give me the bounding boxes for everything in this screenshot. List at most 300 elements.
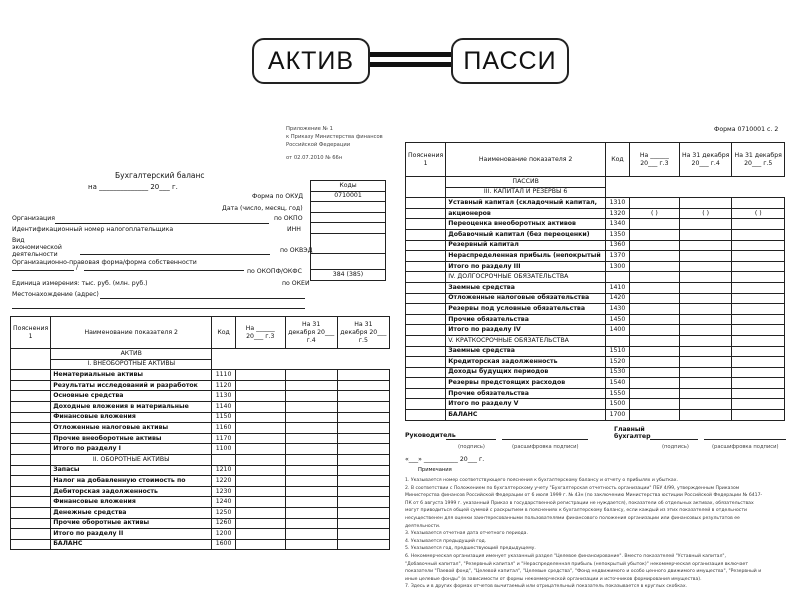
codes-table <box>310 180 386 281</box>
row-note-cell[interactable] <box>406 261 446 272</box>
notes-title: Примечания <box>418 467 452 473</box>
row-value-cell[interactable] <box>679 219 732 230</box>
table-row <box>11 529 390 540</box>
row-value-cell[interactable] <box>337 465 389 476</box>
row-value-cell[interactable] <box>285 412 337 423</box>
note-line: 6. Некоммерческая организация именует указанный раздел "Целевое финансирование". Вместо показателей "Уставный капитал", <box>405 553 726 559</box>
row-code: 1160 <box>212 423 236 434</box>
note-line: 7. Здесь и в других формах отчетов вычитаемый или отрицательный показатель показывается в круглых скобках. <box>405 584 688 590</box>
row-value-cell[interactable] <box>235 486 285 497</box>
row-note-cell[interactable] <box>11 476 51 487</box>
row-value-cell[interactable] <box>629 229 679 240</box>
table-row <box>11 444 390 455</box>
row-value-cell[interactable] <box>235 465 285 476</box>
row-note-cell[interactable] <box>406 388 446 399</box>
row-value-cell[interactable] <box>629 357 679 368</box>
asset-head-col3: На 31 декабря 20___ г.5 <box>337 317 389 349</box>
row-code: 1350 <box>606 229 630 240</box>
table-row <box>406 304 785 315</box>
row-note-cell[interactable] <box>11 486 51 497</box>
row-note-cell[interactable] <box>11 401 51 412</box>
row-value-cell[interactable] <box>235 391 285 402</box>
asset-head-col2: На 31 декабря 20___ г.4 <box>285 317 337 349</box>
order-line-1: Приложение № 1 <box>286 126 333 132</box>
row-name: Итого по разделу III <box>446 261 606 272</box>
section-2-rows <box>11 465 390 550</box>
table-row <box>406 293 785 304</box>
row-name: Итого по разделу V <box>446 399 606 410</box>
row-code: 1230 <box>212 486 236 497</box>
row-note-cell[interactable] <box>11 391 51 402</box>
row-note-cell[interactable] <box>11 433 51 444</box>
row-note-cell[interactable] <box>11 465 51 476</box>
row-note-cell[interactable] <box>11 529 51 540</box>
row-value-cell[interactable] <box>337 518 389 529</box>
row-note-cell[interactable] <box>406 346 446 357</box>
section-4-rows <box>406 282 785 335</box>
section-1-rows <box>11 370 390 455</box>
row-note-cell[interactable] <box>406 378 446 389</box>
liab-head-col1: На ______ 20___ г.3 <box>629 143 679 177</box>
row-name: Запасы <box>51 465 212 476</box>
row-value-cell[interactable] <box>337 529 389 540</box>
inn-org-label: Идентификационный номер налогоплательщика <box>12 226 174 233</box>
row-name: Прочие внеоборотные активы <box>51 433 212 444</box>
row-value-cell[interactable] <box>337 486 389 497</box>
row-value-cell[interactable] <box>679 367 732 378</box>
row-code: 1700 <box>606 410 630 421</box>
row-value-cell[interactable] <box>235 370 285 381</box>
row-value-cell[interactable] <box>732 399 785 410</box>
row-code: 1260 <box>212 518 236 529</box>
row-name: Денежные средства <box>51 507 212 518</box>
row-code: 1150 <box>212 412 236 423</box>
activity-underline <box>80 254 270 255</box>
row-note-cell[interactable] <box>406 198 446 209</box>
row-code: 1530 <box>606 367 630 378</box>
row-value-cell[interactable]: ( ) <box>629 208 679 219</box>
row-code: 1520 <box>606 357 630 368</box>
row-value-cell[interactable] <box>629 378 679 389</box>
table-row <box>406 261 785 272</box>
row-value-cell[interactable] <box>629 410 679 421</box>
row-value-cell[interactable] <box>629 261 679 272</box>
table-row <box>11 539 390 550</box>
row-value-cell[interactable] <box>679 293 732 304</box>
row-note-cell[interactable] <box>11 497 51 508</box>
row-name: БАЛАНС <box>446 410 606 421</box>
row-value-cell[interactable] <box>679 346 732 357</box>
note-line: 5. Указывается год, предшествующий предыдущему. <box>405 546 536 552</box>
row-value-cell[interactable] <box>732 198 785 209</box>
date-label: Дата (число, месяц, год) <box>222 205 303 212</box>
row-value-cell[interactable] <box>285 444 337 455</box>
row-value-cell[interactable] <box>732 388 785 399</box>
table-row <box>11 518 390 529</box>
row-value-cell[interactable] <box>337 380 389 391</box>
row-value-cell[interactable] <box>285 465 337 476</box>
row-note-cell[interactable] <box>406 304 446 315</box>
row-value-cell[interactable] <box>285 423 337 434</box>
row-value-cell[interactable] <box>679 198 732 209</box>
section-4-title: IV. ДОЛГОСРОЧНЫЕ ОБЯЗАТЕЛЬСТВА <box>446 272 606 283</box>
row-name: Отложенные налоговые активы <box>51 423 212 434</box>
row-name: Финансовые вложения <box>51 412 212 423</box>
row-name: Прочие оборотные активы <box>51 518 212 529</box>
row-value-cell[interactable] <box>629 346 679 357</box>
row-note-cell[interactable] <box>11 423 51 434</box>
row-code: 1140 <box>212 401 236 412</box>
note-line: показатели "Паевой фонд", "Целевой капитал", "Целевые средства", "Фонд недвижимого и особо ценного движимого имущества", "Резервный и <box>405 569 762 575</box>
row-code: 1500 <box>606 399 630 410</box>
okved-code-cell[interactable] <box>311 233 386 253</box>
row-value-cell[interactable] <box>337 444 389 455</box>
inn-label: ИНН <box>287 226 301 233</box>
row-note-cell[interactable] <box>406 410 446 421</box>
table-row <box>406 208 785 219</box>
accountant-decode-line[interactable] <box>704 439 786 440</box>
row-value-cell[interactable] <box>235 380 285 391</box>
row-name: Резервный капитал <box>446 240 606 251</box>
row-value-cell[interactable] <box>679 378 732 389</box>
row-name: Итого по разделу IV <box>446 325 606 336</box>
table-row <box>11 401 390 412</box>
row-value-cell[interactable] <box>732 410 785 421</box>
row-value-cell[interactable] <box>285 497 337 508</box>
table-row <box>406 410 785 421</box>
row-value-cell[interactable] <box>337 476 389 487</box>
table-row <box>11 476 390 487</box>
inn-code-cell[interactable] <box>311 223 386 234</box>
row-value-cell[interactable] <box>235 507 285 518</box>
date-code-cell[interactable] <box>311 202 386 213</box>
row-value-cell[interactable] <box>629 293 679 304</box>
row-value-cell[interactable] <box>732 240 785 251</box>
accountant-decode-caption: (расшифровка подписи) <box>712 444 779 450</box>
row-note-cell[interactable] <box>406 367 446 378</box>
row-note-cell[interactable] <box>406 208 446 219</box>
table-row <box>11 423 390 434</box>
row-value-cell[interactable] <box>235 529 285 540</box>
row-code: 1170 <box>212 433 236 444</box>
asset-section-title: АКТИВ <box>51 349 212 360</box>
row-value-cell[interactable] <box>337 497 389 508</box>
row-value-cell[interactable] <box>235 444 285 455</box>
row-value-cell[interactable] <box>629 304 679 315</box>
row-code: 1430 <box>606 304 630 315</box>
row-value-cell[interactable] <box>629 198 679 209</box>
row-value-cell[interactable] <box>629 388 679 399</box>
row-value-cell[interactable] <box>285 391 337 402</box>
okopf-label: по ОКОПФ/ОКФС <box>247 268 302 275</box>
table-row <box>406 357 785 368</box>
row-value-cell[interactable] <box>732 251 785 262</box>
table-row <box>406 229 785 240</box>
section-3-rows <box>406 198 785 272</box>
row-name: Итого по разделу II <box>51 529 212 540</box>
row-value-cell[interactable] <box>629 325 679 336</box>
row-value-cell[interactable] <box>337 370 389 381</box>
asset-head-code: Код <box>212 317 236 349</box>
section-3-title: III. КАПИТАЛ И РЕЗЕРВЫ 6 <box>446 187 606 198</box>
row-name: Отложенные налоговые обязательства <box>446 293 606 304</box>
row-note-cell[interactable] <box>11 370 51 381</box>
address-underline-1 <box>100 298 305 299</box>
row-value-cell[interactable] <box>679 325 732 336</box>
row-value-cell[interactable] <box>629 399 679 410</box>
row-value-cell[interactable] <box>679 388 732 399</box>
row-note-cell[interactable] <box>11 444 51 455</box>
row-value-cell[interactable] <box>679 229 732 240</box>
note-line: иные целевые фонды" (в зависимости от формы некоммерческой организации и источников формирования имущества). <box>405 576 702 582</box>
row-note-cell[interactable] <box>406 219 446 230</box>
row-code: 1120 <box>212 380 236 391</box>
row-code: 1510 <box>606 346 630 357</box>
row-note-cell[interactable] <box>11 518 51 529</box>
okei-label: по ОКЕИ <box>282 280 310 287</box>
row-value-cell[interactable] <box>629 282 679 293</box>
row-code: 1600 <box>212 539 236 550</box>
row-value-cell[interactable] <box>679 314 732 325</box>
note-line: деятельности. <box>405 523 441 529</box>
row-name: Налог на добавленную стоимость по <box>51 476 212 487</box>
row-value-cell[interactable] <box>285 433 337 444</box>
row-value-cell[interactable] <box>629 240 679 251</box>
row-value-cell[interactable] <box>235 476 285 487</box>
row-code: 1220 <box>212 476 236 487</box>
row-code: 1420 <box>606 293 630 304</box>
aktiv-banner <box>252 38 370 84</box>
aktiv-label: АКТИВ <box>267 46 355 75</box>
legal-form-label: Организационно-правовая форма/форма собственности <box>12 259 197 266</box>
row-code: 1300 <box>606 261 630 272</box>
row-value-cell[interactable] <box>337 507 389 518</box>
row-value-cell[interactable]: ( ) <box>679 208 732 219</box>
row-value-cell[interactable] <box>285 370 337 381</box>
row-note-cell[interactable] <box>406 282 446 293</box>
note-line: ПК от 6 августа 1999 г. указанный Приказ в государственной регистрации не нуждается), показатели об отдельных активах, обязательствах <box>405 500 754 506</box>
row-value-cell[interactable]: ( ) <box>732 208 785 219</box>
row-value-cell[interactable] <box>337 423 389 434</box>
note-line: могут приводиться общей суммой с раскрытием в пояснениях к бухгалтерскому балансу, если каждый из этих показателей в отдельности <box>405 508 747 514</box>
row-code: 1370 <box>606 251 630 262</box>
row-note-cell[interactable] <box>11 380 51 391</box>
head-sign-line[interactable] <box>446 439 496 440</box>
row-value-cell[interactable] <box>679 261 732 272</box>
row-name: Резервы предстоящих расходов <box>446 378 606 389</box>
row-code: 1100 <box>212 444 236 455</box>
table-row <box>406 378 785 389</box>
row-value-cell[interactable] <box>629 367 679 378</box>
row-value-cell[interactable] <box>629 251 679 262</box>
row-value-cell[interactable] <box>285 476 337 487</box>
row-value-cell[interactable] <box>732 346 785 357</box>
row-note-cell[interactable] <box>406 293 446 304</box>
table-row <box>406 346 785 357</box>
row-code: 1400 <box>606 325 630 336</box>
row-note-cell[interactable] <box>406 325 446 336</box>
note-line: Министерства финансов Российской Федерации от 6 июля 1999 г. № 43н (по заключению Министерства юстиции Российской Федерации № 6417- <box>405 493 763 499</box>
row-value-cell[interactable] <box>235 518 285 529</box>
row-name: Финансовые вложения <box>51 497 212 508</box>
okud-value: 0710001 <box>311 191 386 202</box>
row-value-cell[interactable] <box>732 357 785 368</box>
head-decode-line[interactable] <box>502 439 588 440</box>
row-note-cell[interactable] <box>11 412 51 423</box>
row-value-cell[interactable] <box>235 539 285 550</box>
section-5-rows <box>406 346 785 420</box>
row-value-cell[interactable] <box>732 282 785 293</box>
unit-label: Единица измерения: тыс. руб. (млн. руб.) <box>12 280 148 287</box>
asset-head-col1: На ______ 20___ г.3 <box>235 317 285 349</box>
row-name: Уставный капитал (складочный капитал, <box>446 198 606 209</box>
table-row <box>406 240 785 251</box>
table-row <box>406 325 785 336</box>
row-note-cell[interactable] <box>406 251 446 262</box>
row-note-cell[interactable] <box>406 229 446 240</box>
okpo-code-cell[interactable] <box>311 212 386 223</box>
row-code: 1210 <box>212 465 236 476</box>
okpo-label: по ОКПО <box>274 215 303 222</box>
row-value-cell[interactable] <box>732 293 785 304</box>
row-name: Дебиторская задолженность <box>51 486 212 497</box>
row-code: 1240 <box>212 497 236 508</box>
passiv-banner <box>451 38 569 84</box>
row-value-cell[interactable] <box>732 378 785 389</box>
row-value-cell[interactable] <box>732 314 785 325</box>
org-label: Организация <box>12 215 55 222</box>
equals-bar-bottom <box>370 62 456 67</box>
liab-section-title: ПАССИВ <box>446 177 606 188</box>
table-row <box>406 399 785 410</box>
row-name: Нематериальные активы <box>51 370 212 381</box>
row-value-cell[interactable] <box>732 229 785 240</box>
row-value-cell[interactable] <box>679 399 732 410</box>
table-row <box>11 497 390 508</box>
note-line: несущественен для оценки заинтересованными пользователями финансового положения организации или финансовых результатов ее <box>405 515 740 521</box>
okei-code-cell: 384 (385) <box>311 269 386 280</box>
row-value-cell[interactable] <box>337 539 389 550</box>
row-value-cell[interactable] <box>679 251 732 262</box>
row-value-cell[interactable] <box>732 304 785 315</box>
order-line-4: от 02.07.2010 № 66н <box>286 155 343 161</box>
row-value-cell[interactable] <box>679 240 732 251</box>
row-value-cell[interactable] <box>732 367 785 378</box>
table-row <box>11 412 390 423</box>
row-value-cell[interactable] <box>337 433 389 444</box>
row-note-cell[interactable] <box>406 240 446 251</box>
row-name: Доходы будущих периодов <box>446 367 606 378</box>
row-value-cell[interactable] <box>285 401 337 412</box>
liab-head-note: Пояснения 1 <box>406 143 446 177</box>
accountant-label: Главный бухгалтер <box>614 426 651 440</box>
row-code: 1340 <box>606 219 630 230</box>
liab-head-col2: На 31 декабря 20___ г.4 <box>679 143 732 177</box>
row-value-cell[interactable] <box>679 357 732 368</box>
row-value-cell[interactable] <box>679 304 732 315</box>
liab-head-col3: На 31 декабря 20___ г.5 <box>732 143 785 177</box>
row-value-cell[interactable] <box>235 433 285 444</box>
row-name: Результаты исследований и разработок <box>51 380 212 391</box>
section-2-title: II. ОБОРОТНЫЕ АКТИВЫ <box>51 454 212 465</box>
liab-head-code: Код <box>606 143 630 177</box>
row-value-cell[interactable] <box>285 518 337 529</box>
balance-date-line: на ______________ 20___ г. <box>88 183 178 191</box>
row-code: 1450 <box>606 314 630 325</box>
order-line-3: Российской Федерации <box>286 142 351 148</box>
row-value-cell[interactable] <box>285 507 337 518</box>
row-value-cell[interactable] <box>732 219 785 230</box>
row-code: 1360 <box>606 240 630 251</box>
table-row <box>11 391 390 402</box>
note-line: 4. Указывается предыдущий год. <box>405 538 487 544</box>
row-note-cell[interactable] <box>11 507 51 518</box>
balance-title: Бухгалтерский баланс <box>115 171 205 180</box>
row-name: Основные средства <box>51 391 212 402</box>
row-code: 1540 <box>606 378 630 389</box>
row-value-cell[interactable] <box>337 412 389 423</box>
row-value-cell[interactable] <box>732 325 785 336</box>
row-value-cell[interactable] <box>337 401 389 412</box>
equals-bar-top <box>370 52 456 57</box>
row-value-cell[interactable] <box>679 410 732 421</box>
row-note-cell[interactable] <box>406 314 446 325</box>
okved-label: по ОКВЭД <box>280 247 313 254</box>
row-value-cell[interactable] <box>235 423 285 434</box>
row-value-cell[interactable] <box>629 219 679 230</box>
section-1-title: I. ВНЕОБОРОТНЫЕ АКТИВЫ <box>51 359 212 370</box>
row-value-cell[interactable] <box>732 261 785 272</box>
note-line: 1. Указывается номер соответствующего пояснения к бухгалтерскому балансу и отчету о прибылях и убытках. <box>405 478 678 483</box>
table-row <box>406 282 785 293</box>
row-code: 1250 <box>212 507 236 518</box>
row-value-cell[interactable] <box>235 401 285 412</box>
row-note-cell[interactable] <box>406 399 446 410</box>
row-code: 1200 <box>212 529 236 540</box>
activity-label: Вид экономической деятельности <box>12 237 62 258</box>
row-value-cell[interactable] <box>629 314 679 325</box>
table-row <box>11 370 390 381</box>
note-line: 3. Указывается отчетная дата отчетного периода. <box>405 531 528 537</box>
row-note-cell[interactable] <box>11 539 51 550</box>
head-decode-caption: (расшифровка подписи) <box>512 444 579 450</box>
table-row <box>406 251 785 262</box>
row-value-cell[interactable] <box>285 380 337 391</box>
row-note-cell[interactable] <box>406 357 446 368</box>
okopf-code-cell[interactable] <box>311 253 386 269</box>
row-value-cell[interactable] <box>285 486 337 497</box>
asset-head-note: Пояснения 1 <box>11 317 51 349</box>
row-name: Итого по разделу I <box>51 444 212 455</box>
liab-head-name: Наименование показателя 2 <box>446 143 606 177</box>
row-value-cell[interactable] <box>285 529 337 540</box>
accountant-sign-line[interactable] <box>650 439 698 440</box>
org-underline <box>55 223 269 224</box>
form-page-label: Форма 0710001 с. 2 <box>714 126 779 133</box>
row-value-cell[interactable] <box>337 391 389 402</box>
accountant-sign-caption: (подпись) <box>662 444 689 450</box>
row-value-cell[interactable] <box>235 412 285 423</box>
note-line: "Добавочный капитал", "Резервный капитал" и "Нераспределенная прибыль (непокрытый убыток)" некоммерческая организация включает <box>405 561 749 567</box>
address-label: Местонахождение (адрес) <box>12 291 99 298</box>
row-value-cell[interactable] <box>285 539 337 550</box>
notes-block <box>405 477 787 595</box>
section-5-title: V. КРАТКОСРОЧНЫЕ ОБЯЗАТЕЛЬСТВА <box>446 335 606 346</box>
liability-table <box>405 142 785 421</box>
row-value-cell[interactable] <box>679 282 732 293</box>
table-row <box>406 388 785 399</box>
row-value-cell[interactable] <box>235 497 285 508</box>
